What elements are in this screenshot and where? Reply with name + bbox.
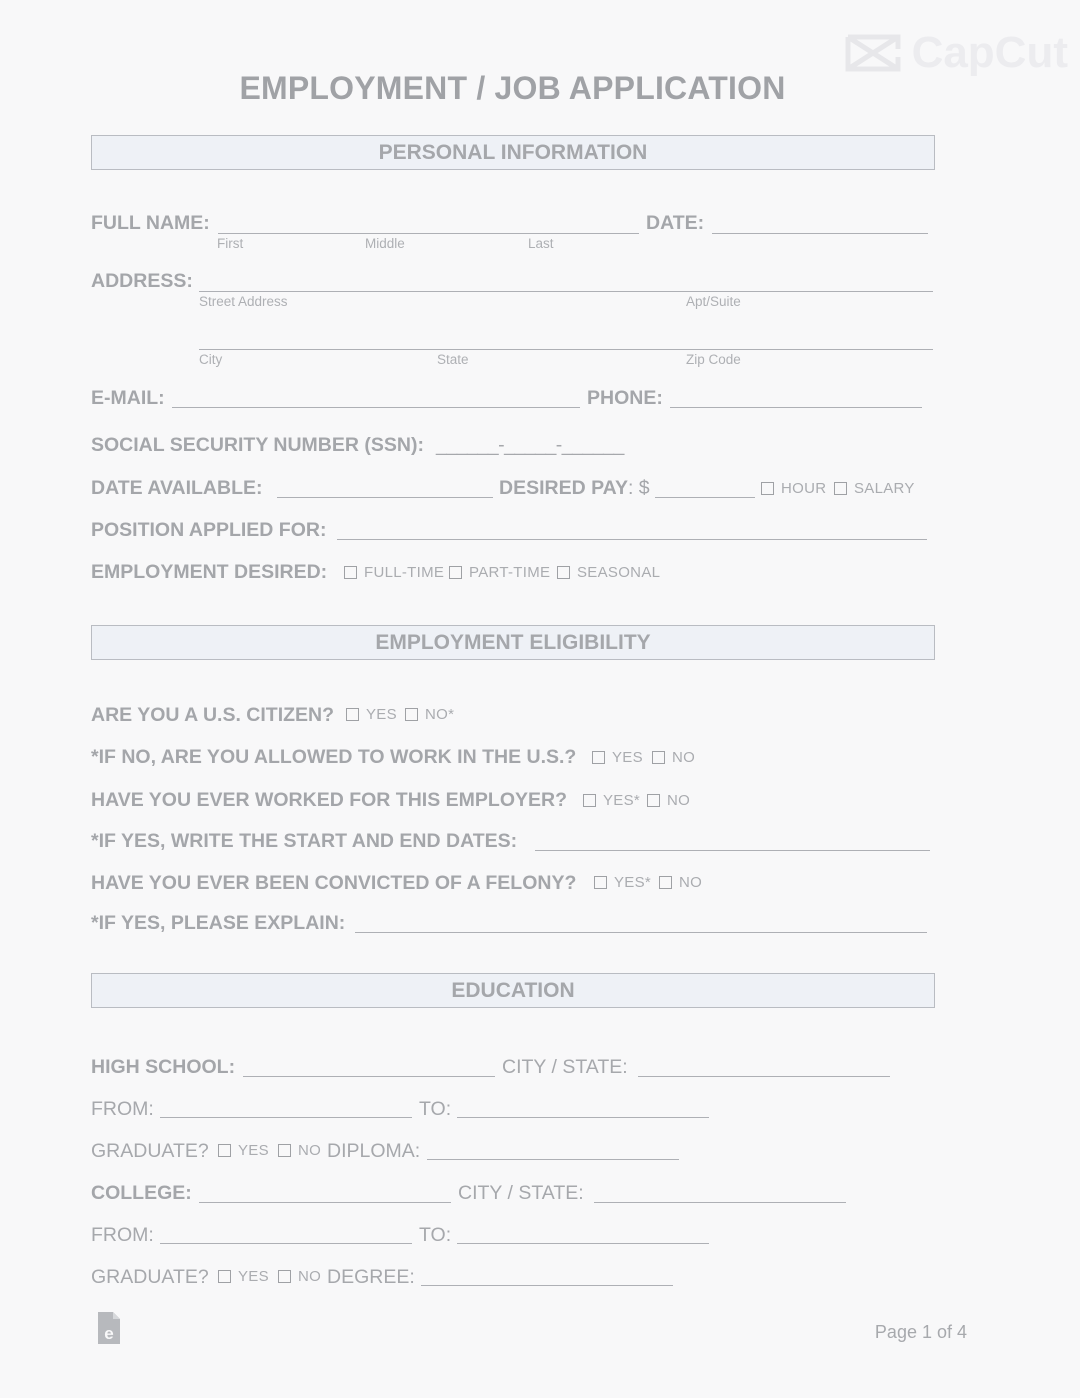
seasonal-checkbox[interactable] xyxy=(557,566,570,579)
middle-sublabel: Middle xyxy=(365,236,405,251)
street-sublabel: Street Address xyxy=(199,294,288,309)
date-field[interactable] xyxy=(712,233,928,234)
college-to-label: TO: xyxy=(419,1224,452,1246)
last-sublabel: Last xyxy=(528,236,554,251)
diploma-label: DIPLOMA: xyxy=(327,1140,421,1162)
college-from-label: FROM: xyxy=(91,1224,154,1246)
watermark-text: CapCut xyxy=(911,28,1068,77)
page-number: Page 1 of 4 xyxy=(874,1322,967,1342)
ssn-label: SOCIAL SECURITY NUMBER (SSN): xyxy=(91,434,424,456)
high-school-label: HIGH SCHOOL: xyxy=(91,1056,236,1078)
ssn-field[interactable]: ______-_____-______ xyxy=(436,434,624,456)
citizen-label: ARE YOU A U.S. CITIZEN? xyxy=(91,704,335,726)
allowed-no-checkbox[interactable] xyxy=(652,751,665,764)
section-header-education: EDUCATION xyxy=(91,973,935,1008)
full-name-field[interactable] xyxy=(218,233,639,234)
worked-yes-checkbox[interactable] xyxy=(583,794,596,807)
svg-text:e: e xyxy=(104,1324,114,1343)
college-city-state-field[interactable] xyxy=(594,1202,846,1203)
salary-checkbox[interactable] xyxy=(834,482,847,495)
felony-label: HAVE YOU EVER BEEN CONVICTED OF A FELONY? xyxy=(91,872,577,894)
desired-pay-label: DESIRED PAY: $ xyxy=(499,477,650,499)
street-address-field[interactable] xyxy=(199,291,933,292)
dates-label: *IF YES, WRITE THE START AND END DATES: xyxy=(91,830,518,852)
part-time-checkbox[interactable] xyxy=(449,566,462,579)
employment-desired-label: EMPLOYMENT DESIRED: xyxy=(91,561,328,583)
hs-graduate-label: GRADUATE? xyxy=(91,1140,209,1162)
capcut-logo-icon xyxy=(844,31,902,75)
full-name-label: FULL NAME: xyxy=(91,212,210,234)
worked-yes-option[interactable]: YES* xyxy=(583,792,640,809)
apt-sublabel: Apt/Suite xyxy=(686,294,741,309)
salary-option[interactable]: SALARY xyxy=(834,480,915,497)
full-time-checkbox[interactable] xyxy=(344,566,357,579)
hour-option[interactable]: HOUR xyxy=(761,480,826,497)
hs-to-label: TO: xyxy=(419,1098,452,1120)
college-graduate-no-checkbox[interactable] xyxy=(278,1270,291,1283)
email-label: E-MAIL: xyxy=(91,387,165,409)
worked-label: HAVE YOU EVER WORKED FOR THIS EMPLOYER? xyxy=(91,789,567,811)
document-e-icon xyxy=(96,1310,122,1346)
section-header-personal: PERSONAL INFORMATION xyxy=(91,135,935,170)
first-sublabel: First xyxy=(217,236,244,251)
hs-graduate-yes-checkbox[interactable] xyxy=(218,1144,231,1157)
full-time-option[interactable]: FULL-TIME xyxy=(344,564,444,581)
high-school-field[interactable] xyxy=(243,1076,495,1077)
college-graduate-no-option[interactable]: NO xyxy=(278,1268,321,1285)
city-sublabel: City xyxy=(199,352,223,367)
college-field[interactable] xyxy=(199,1202,451,1203)
desired-pay-field[interactable] xyxy=(655,497,755,498)
allowed-no-option[interactable]: NO xyxy=(652,749,695,766)
page-title: EMPLOYMENT / JOB APPLICATION xyxy=(239,70,786,106)
phone-label: PHONE: xyxy=(587,387,663,409)
hs-graduate-no-option[interactable]: NO xyxy=(278,1142,321,1159)
hs-graduate-no-checkbox[interactable] xyxy=(278,1144,291,1157)
address-label: ADDRESS: xyxy=(91,270,193,292)
city-state-zip-field[interactable] xyxy=(199,349,933,350)
allowed-yes-option[interactable]: YES xyxy=(592,749,643,766)
degree-field[interactable] xyxy=(421,1285,673,1286)
degree-label: DEGREE: xyxy=(327,1266,415,1288)
college-city-state-label: CITY / STATE: xyxy=(458,1182,584,1204)
hs-city-state-field[interactable] xyxy=(638,1076,890,1077)
college-to-field[interactable] xyxy=(457,1243,709,1244)
felony-no-option[interactable]: NO xyxy=(659,874,702,891)
allowed-label: *IF NO, ARE YOU ALLOWED TO WORK IN THE U.S.? xyxy=(91,746,577,768)
citizen-yes-option[interactable]: YES xyxy=(346,706,397,723)
felony-yes-checkbox[interactable] xyxy=(594,876,607,889)
citizen-no-option[interactable]: NO* xyxy=(405,706,454,723)
felony-yes-option[interactable]: YES* xyxy=(594,874,651,891)
state-sublabel: State xyxy=(437,352,469,367)
explain-field[interactable] xyxy=(355,932,927,933)
date-label: DATE: xyxy=(646,212,705,234)
phone-field[interactable] xyxy=(670,407,922,408)
hs-graduate-yes-option[interactable]: YES xyxy=(218,1142,269,1159)
position-field[interactable] xyxy=(337,539,927,540)
dates-field[interactable] xyxy=(535,850,930,851)
hs-from-field[interactable] xyxy=(160,1117,412,1118)
date-available-field[interactable] xyxy=(277,497,493,498)
position-label: POSITION APPLIED FOR: xyxy=(91,519,327,541)
college-from-field[interactable] xyxy=(160,1243,412,1244)
hour-checkbox[interactable] xyxy=(761,482,774,495)
hs-to-field[interactable] xyxy=(457,1117,709,1118)
citizen-yes-checkbox[interactable] xyxy=(346,708,359,721)
college-label: COLLEGE: xyxy=(91,1182,192,1204)
diploma-field[interactable] xyxy=(427,1159,679,1160)
college-graduate-yes-option[interactable]: YES xyxy=(218,1268,269,1285)
hs-city-state-label: CITY / STATE: xyxy=(502,1056,628,1078)
college-graduate-yes-checkbox[interactable] xyxy=(218,1270,231,1283)
allowed-yes-checkbox[interactable] xyxy=(592,751,605,764)
section-header-eligibility: EMPLOYMENT ELIGIBILITY xyxy=(91,625,935,660)
citizen-no-checkbox[interactable] xyxy=(405,708,418,721)
seasonal-option[interactable]: SEASONAL xyxy=(557,564,660,581)
college-graduate-label: GRADUATE? xyxy=(91,1266,209,1288)
email-field[interactable] xyxy=(172,407,580,408)
worked-no-checkbox[interactable] xyxy=(647,794,660,807)
worked-no-option[interactable]: NO xyxy=(647,792,690,809)
zip-sublabel: Zip Code xyxy=(686,352,741,367)
hs-from-label: FROM: xyxy=(91,1098,154,1120)
explain-label: *IF YES, PLEASE EXPLAIN: xyxy=(91,912,346,934)
date-available-label: DATE AVAILABLE: xyxy=(91,477,263,499)
felony-no-checkbox[interactable] xyxy=(659,876,672,889)
part-time-option[interactable]: PART-TIME xyxy=(449,564,550,581)
